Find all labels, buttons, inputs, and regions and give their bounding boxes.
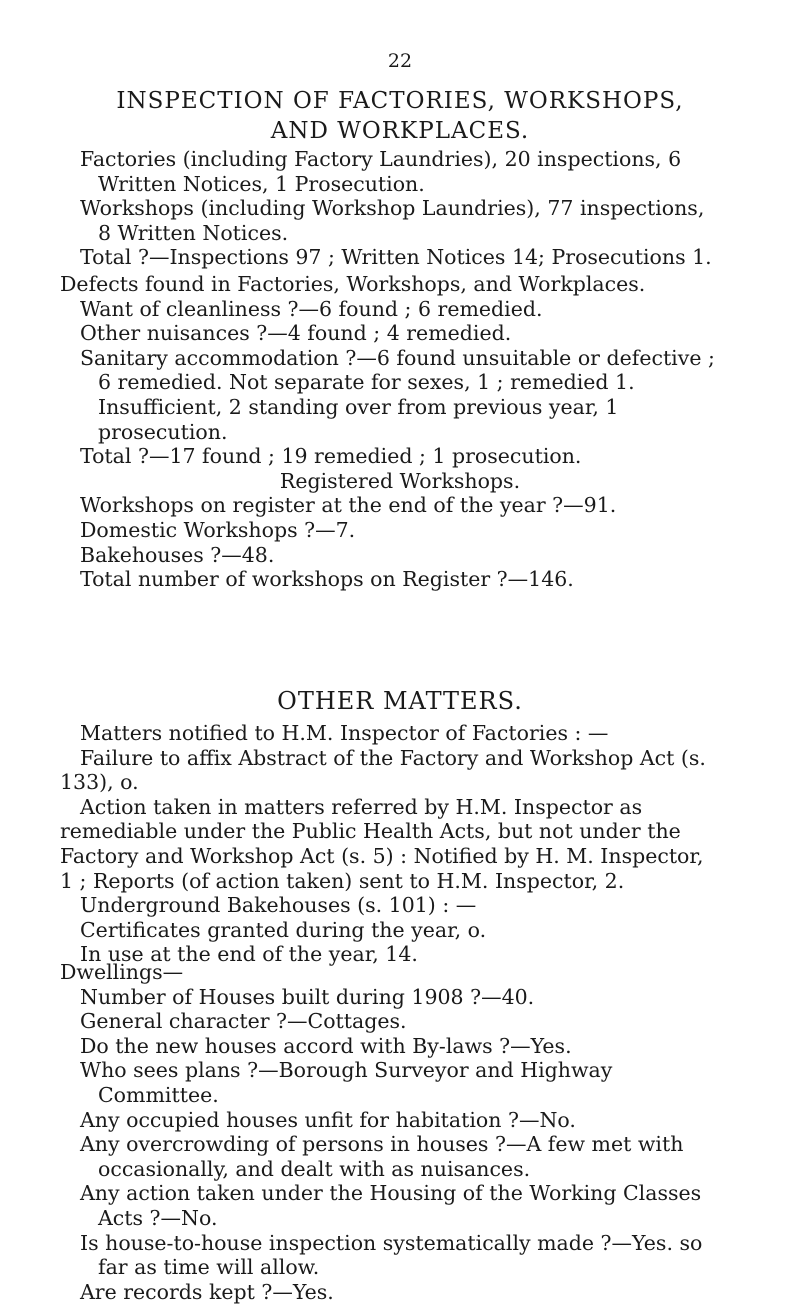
domestic-workshops: Domestic Workshops ?—7. xyxy=(80,517,356,542)
dwelling-plans: Who sees plans ?—Borough Surveyor and Highway Committee. xyxy=(80,1058,613,1107)
dwelling-character: General character ?—Cottages. xyxy=(80,1009,407,1034)
defect-cleanliness: Want of cleanliness ?—6 found ; 6 remedied. xyxy=(80,296,543,321)
other-matters-heading: OTHER MATTERS. xyxy=(277,687,523,715)
other-abstract: Failure to affix Abstract of the Factory and Workshop Act (s. 133), o. xyxy=(60,745,706,795)
dwelling-bylaws: Do the new houses accord with By-laws ?—Yes. xyxy=(80,1033,572,1058)
other-in-use: In use at the end of the year, 14. xyxy=(80,942,418,967)
inspection-summary xyxy=(80,147,720,270)
main-heading: INSPECTION OF FACTORIES, WORKSHOPS, AND WORKPLACES. xyxy=(116,88,684,144)
dwelling-housing-acts: Any action taken under the Housing of the Working Classes Acts ?—No. xyxy=(80,1181,702,1230)
defect-sanitary: Sanitary accommodation ?—6 found unsuitable or defective ; 6 remedied. Not separate for sexes, 1 ; remedied 1. Insufficient, 2 standing over from previous year, 1 prosecution. xyxy=(80,345,715,444)
dwelling-unfit: Any occupied houses unfit for habitation ?—No. xyxy=(80,1107,576,1132)
other-certificates: Certificates granted during the year, o. xyxy=(80,917,487,942)
defect-total: Total ?—17 found ; 19 remedied ; 1 prosecution. xyxy=(80,444,582,469)
dwelling-inspection: Is house-to-house inspection systematically made ?—Yes. so far as time will allow. xyxy=(80,1230,703,1280)
workshops-line: Workshops (including Workshop Laundries), 77 inspections, 8 Written Notices. xyxy=(80,196,705,245)
defects-section xyxy=(60,272,720,592)
total-line: Total ?—Inspections 97 ; Written Notices 14; Prosecutions 1. xyxy=(80,245,712,270)
factories-line: Factories (including Factory Laundries), 20 inspections, 6 Written Notices, 1 Prosecution. xyxy=(80,147,682,196)
defects-heading: Defects found in Factories, Workshops, and Workplaces. xyxy=(60,272,646,296)
other-action: Action taken in matters referred by H.M. Inspector as remediable under the Public Health Acts, but not under the Factory and Workshop Act (s. 5) : Notified by H. M. Inspector, 1 ; Reports (of action taken) sent to H.M. Inspector, 2. xyxy=(60,794,704,893)
bakehouses: Bakehouses ?—48. xyxy=(80,542,275,567)
dwelling-records: Are records kept ?—Yes. xyxy=(80,1279,334,1304)
defect-nuisances: Other nuisances ?—4 found ; 4 remedied. xyxy=(80,321,512,346)
other-matters-section xyxy=(60,721,720,967)
dwellings-heading: Dwellings— xyxy=(60,960,184,984)
other-notified: Matters notified to H.M. Inspector of Factories : — xyxy=(80,721,609,745)
other-underground: Underground Bakehouses (s. 101) : — xyxy=(80,893,477,918)
total-workshops: Total number of workshops on Register ?—146. xyxy=(80,567,574,592)
dwellings-section xyxy=(60,960,720,1304)
page-number: 22 xyxy=(387,50,413,72)
registered-heading: Registered Workshops. xyxy=(279,468,521,493)
dwelling-houses-built: Number of Houses built during 1908 ?—40. xyxy=(80,984,535,1009)
registered-workshops: Workshops on register at the end of the year ?—91. xyxy=(80,493,617,518)
dwelling-overcrowding: Any overcrowding of persons in houses ?—A few met with occasionally, and dealt with as nuisances. xyxy=(80,1132,684,1181)
